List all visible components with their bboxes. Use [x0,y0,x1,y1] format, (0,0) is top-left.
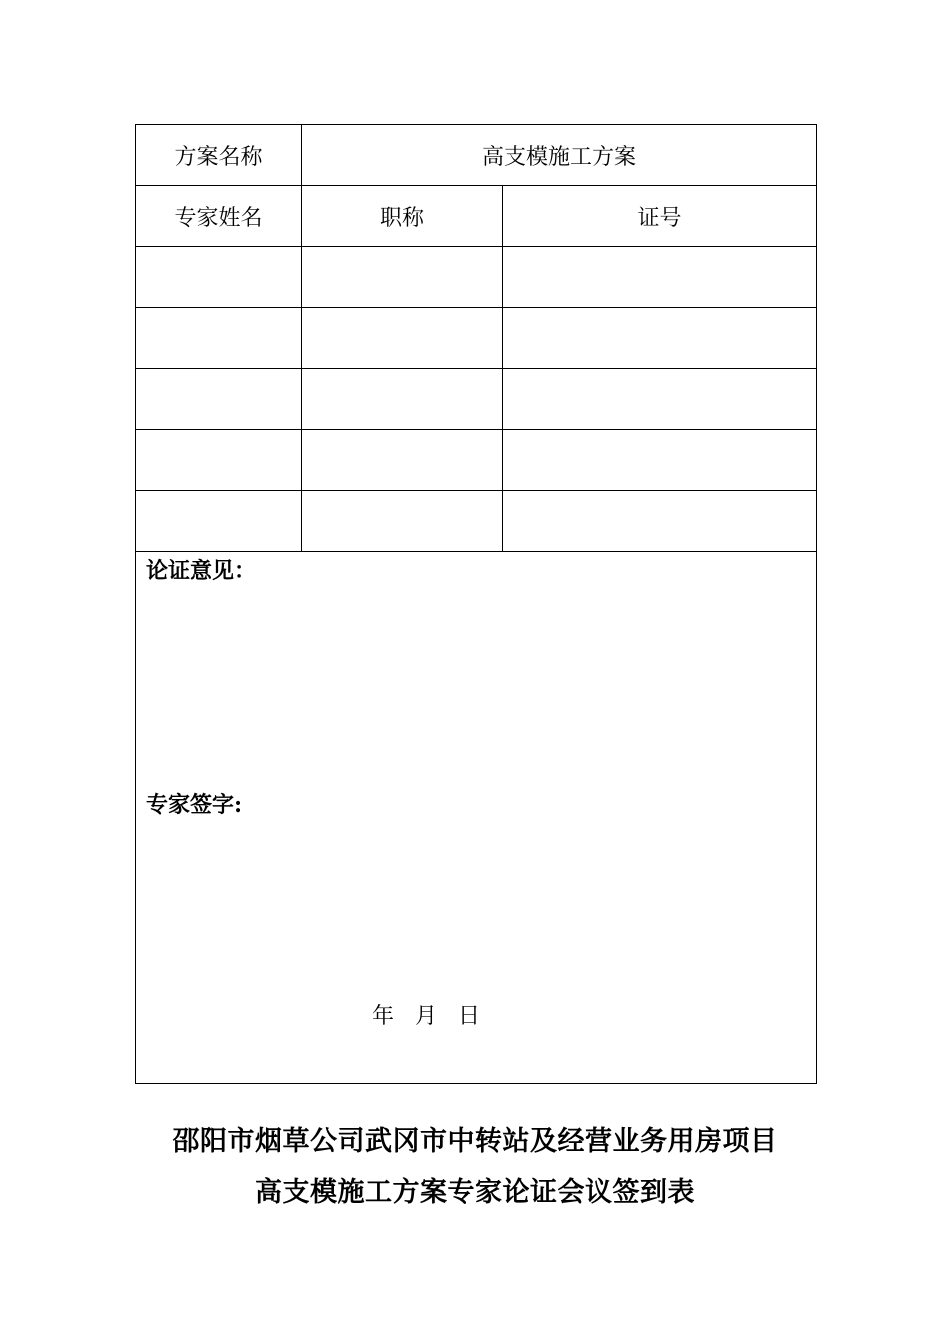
expert-certificate-cell[interactable] [503,308,817,369]
header-certificate-no: 证号 [503,186,817,247]
expert-certificate-cell[interactable] [503,247,817,308]
expert-title-cell[interactable] [302,308,503,369]
signature-label: 专家签字: [146,792,243,818]
expert-title-cell[interactable] [302,491,503,552]
expert-certificate-cell[interactable] [503,430,817,491]
expert-name-cell[interactable] [136,247,302,308]
expert-title-cell[interactable] [302,430,503,491]
expert-row [136,308,817,369]
scheme-name-label: 方案名称 [136,125,302,186]
document-title-line2: 高支模施工方案专家论证会议签到表 [255,1177,695,1208]
scheme-name-value: 高支模施工方案 [302,125,817,186]
opinion-cell[interactable] [136,552,817,1084]
expert-name-cell[interactable] [136,491,302,552]
header-row [136,186,817,247]
opinion-row [136,552,817,1084]
expert-certificate-cell[interactable] [503,491,817,552]
expert-row [136,430,817,491]
header-title: 职称 [302,186,503,247]
opinion-label: 论证意见： [146,558,257,584]
expert-row [136,369,817,430]
expert-row [136,491,817,552]
scheme-name-row [136,125,817,186]
expert-row [136,247,817,308]
expert-certificate-cell[interactable] [503,369,817,430]
expert-name-cell[interactable] [136,308,302,369]
expert-title-cell[interactable] [302,369,503,430]
expert-name-cell[interactable] [136,430,302,491]
header-expert-name: 专家姓名 [136,186,302,247]
expert-title-cell[interactable] [302,247,503,308]
expert-name-cell[interactable] [136,369,302,430]
sign-in-form-table [135,124,817,1084]
document-title-line1: 邵阳市烟草公司武冈市中转站及经营业务用房项目 [172,1126,778,1157]
date-line: 年 月 日 [372,1004,480,1029]
